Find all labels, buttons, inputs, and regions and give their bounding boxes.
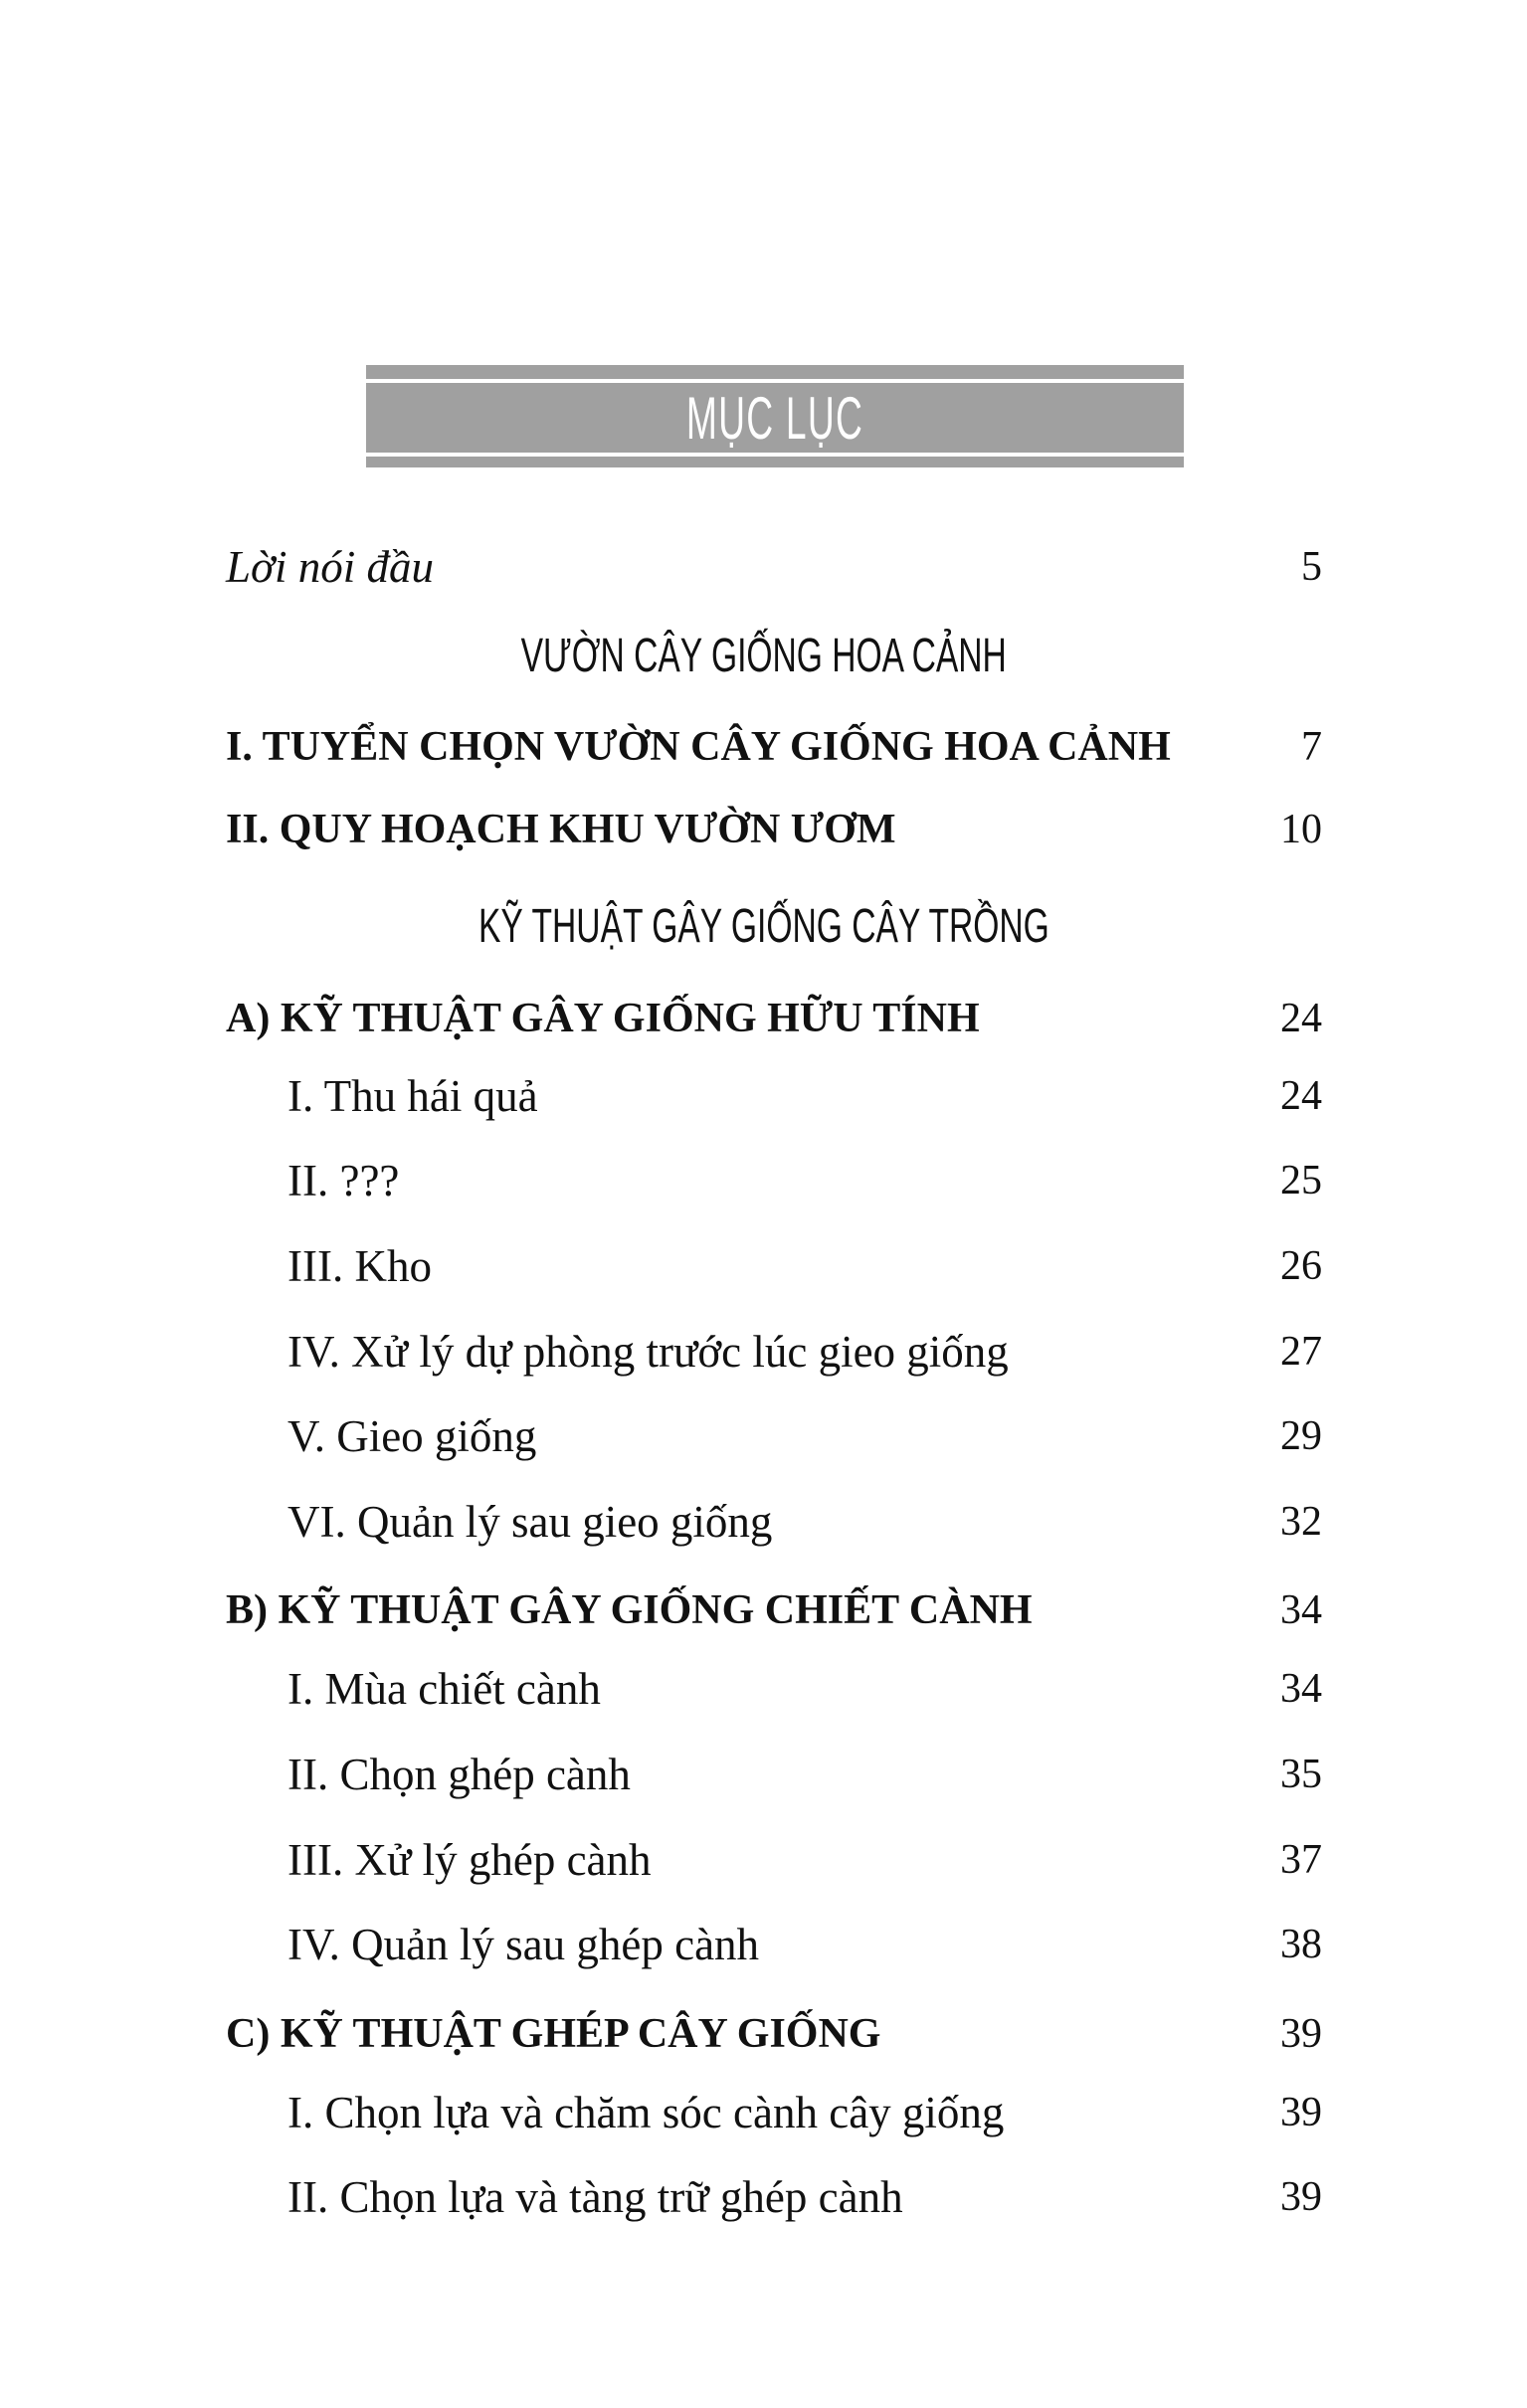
part-heading [0,627,1527,686]
toc-page: 24 [1280,1073,1322,1119]
toc-page: 27 [1280,1329,1322,1375]
toc-label: I. Mùa chiết cành [287,1664,601,1714]
toc-label: II. ??? [287,1156,400,1205]
toc-subentry[interactable] [287,1406,1322,1466]
toc-page: 29 [1280,1413,1322,1459]
toc-page: 25 [1280,1158,1322,1204]
title-banner [366,365,1184,467]
toc-page: 10 [1280,807,1322,852]
toc-entry-intro[interactable] [226,537,1322,597]
part-title: VƯỜN CÂY GIỐNG HOA CẢNH [520,630,1007,682]
toc-page: 24 [1280,996,1322,1041]
toc-page: 38 [1280,1922,1322,1967]
toc-subentry[interactable] [287,1915,1322,1974]
toc-label: III. Kho [287,1241,432,1291]
banner-divider-top [366,379,1184,383]
toc-page: 26 [1280,1243,1322,1289]
toc-label: IV. Xử lý dự phòng trước lúc gieo giống [287,1327,1009,1377]
toc-subentry[interactable] [287,2083,1322,2142]
toc-subentry[interactable] [287,1492,1322,1552]
toc-page: 34 [1280,1666,1322,1712]
toc-subentry[interactable] [287,1659,1322,1719]
toc-page: 32 [1280,1499,1322,1545]
toc-label: III. Xử lý ghép cành [287,1835,652,1885]
toc-label: I. TUYỂN CHỌN VƯỜN CÂY GIỐNG HOA CẢNH [226,724,1171,770]
toc-label: IV. Quản lý sau ghép cành [287,1920,760,1969]
toc-label: II. Chọn ghép cành [287,1750,631,1799]
toc-label: I. Thu hái quả [287,1071,538,1121]
toc-page: 39 [1280,2011,1322,2057]
toc-subentry[interactable] [287,1322,1322,1382]
part-heading [0,897,1527,957]
toc-page: 34 [1280,1587,1322,1633]
toc-label: B) KỸ THUẬT GÂY GIỐNG CHIẾT CÀNH [226,1587,1033,1633]
toc-subentry[interactable] [287,2167,1322,2227]
toc-page: 37 [1280,1837,1322,1883]
toc-page: 7 [1301,724,1322,770]
toc-entry[interactable] [226,717,1322,777]
toc-subentry[interactable] [287,1236,1322,1296]
toc-subentry[interactable] [287,1151,1322,1210]
toc-label: C) KỸ THUẬT GHÉP CÂY GIỐNG [226,2011,881,2057]
toc-subentry[interactable] [287,1830,1322,1890]
toc-label: Lời nói đầu [226,542,435,592]
toc-page: 39 [1280,2174,1322,2220]
toc-page: 39 [1280,2090,1322,2135]
page-title: MỤC LỤC [685,385,864,452]
toc-entry[interactable] [226,2004,1322,2064]
toc-entry[interactable] [226,989,1322,1048]
toc-subentry[interactable] [287,1066,1322,1126]
toc-label: V. Gieo giống [287,1411,537,1461]
toc-label: A) KỸ THUẬT GÂY GIỐNG HỮU TÍNH [226,996,980,1041]
toc-label: I. Chọn lựa và chăm sóc cành cây giống [287,2088,1005,2137]
toc-label: VI. Quản lý sau gieo giống [287,1497,773,1547]
part-title: KỸ THUẬT GÂY GIỐNG CÂY TRỒNG [477,900,1050,953]
toc-page: 35 [1280,1752,1322,1797]
toc-page: 5 [1301,544,1322,590]
toc-label: II. QUY HOẠCH KHU VƯỜN ƯƠM [226,807,896,852]
toc-entry[interactable] [226,800,1322,859]
toc-label: II. Chọn lựa và tàng trữ ghép cành [287,2172,903,2222]
toc-entry[interactable] [226,1580,1322,1640]
banner-divider-bottom [366,453,1184,457]
toc-subentry[interactable] [287,1745,1322,1804]
